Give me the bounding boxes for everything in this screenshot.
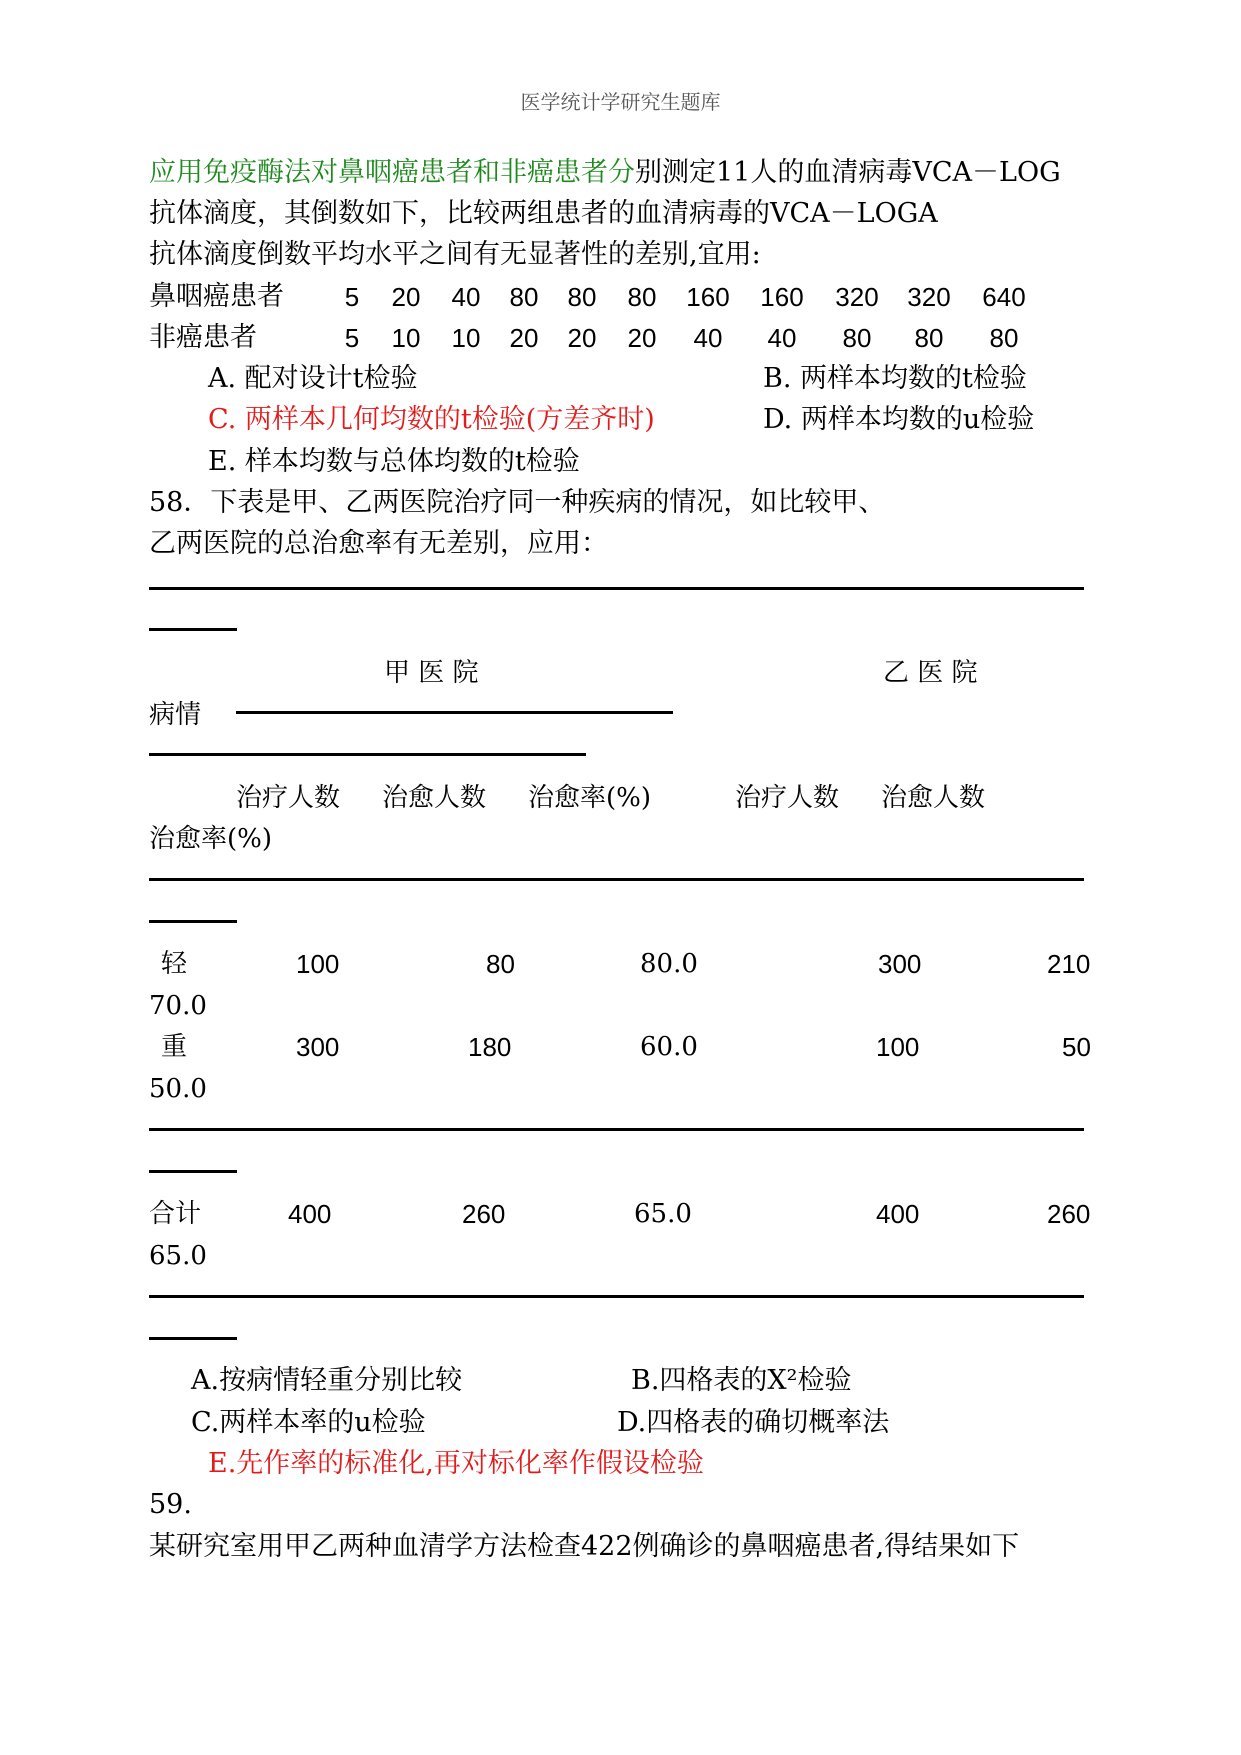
q57-option-a[interactable]: A. 配对设计t检验 bbox=[208, 363, 418, 394]
q58-option-c[interactable]: C.两样本率的u检验 bbox=[191, 1407, 426, 1438]
group-value: 80 bbox=[567, 282, 597, 312]
q58-option-b[interactable]: B.四格表的X²检验 bbox=[631, 1365, 852, 1396]
cell-b-rate: 50.0 bbox=[149, 1074, 207, 1104]
table-rule-wrap bbox=[149, 920, 237, 923]
q58-stem-line2: 乙两医院的总治愈率有无差别，应用： bbox=[149, 528, 608, 559]
cell-a-rate: 65.0 bbox=[634, 1199, 692, 1229]
hospital-b-heading: 乙 医 院 bbox=[883, 658, 978, 688]
group-value: 10 bbox=[451, 323, 481, 353]
group-value: 640 bbox=[982, 282, 1026, 312]
q58-stem-line1: 58．下表是甲、乙两医院治疗同一种疾病的情况，如比较甲、 bbox=[149, 487, 886, 518]
row-label: 轻 bbox=[161, 949, 188, 979]
cell-b-rate: 65.0 bbox=[149, 1241, 207, 1271]
q57-stem-line2: 抗体滴度，其倒数如下，比较两组患者的血清病毒的VCA－LOGA bbox=[149, 198, 938, 229]
col-header-a-cured: 治愈人数 bbox=[382, 783, 487, 813]
col-header-a-treated: 治疗人数 bbox=[236, 783, 341, 813]
cell-a-rate: 60.0 bbox=[640, 1032, 698, 1062]
table-rule bbox=[149, 878, 1084, 881]
cell-a-cured: 180 bbox=[468, 1032, 512, 1062]
group-value: 5 bbox=[344, 323, 360, 353]
group-value: 80 bbox=[989, 323, 1019, 353]
group-value: 10 bbox=[391, 323, 421, 353]
cell-b-cured: 260 bbox=[1047, 1199, 1091, 1229]
hospital-a-rule bbox=[236, 711, 673, 714]
q57-option-e[interactable]: E. 样本均数与总体均数的t检验 bbox=[208, 446, 580, 477]
group-value: 80 bbox=[842, 323, 872, 353]
cell-a-cured: 80 bbox=[486, 949, 515, 979]
cell-a-rate: 80.0 bbox=[640, 949, 698, 979]
table-rule bbox=[149, 1295, 1084, 1298]
disease-label: 病情 bbox=[149, 700, 202, 730]
q59-number: 59. bbox=[149, 1489, 192, 1520]
col-header-b-rate: 治愈率(%) bbox=[149, 824, 272, 854]
group-value: 20 bbox=[509, 323, 539, 353]
group-value: 160 bbox=[686, 282, 730, 312]
row-label: 重 bbox=[161, 1032, 188, 1062]
q57-group2-label: 非癌患者 bbox=[149, 322, 257, 353]
hospital-a-rule-wrap bbox=[149, 753, 586, 756]
table-rule bbox=[149, 587, 1084, 590]
cell-b-treated: 400 bbox=[876, 1199, 920, 1229]
page-header: 医学统计学研究生题库 bbox=[520, 90, 721, 114]
group-value: 80 bbox=[627, 282, 657, 312]
group-value: 40 bbox=[451, 282, 481, 312]
cell-b-cured: 50 bbox=[1062, 1032, 1091, 1062]
group-value: 20 bbox=[567, 323, 597, 353]
table-rule-wrap bbox=[149, 1337, 237, 1340]
group-value: 80 bbox=[509, 282, 539, 312]
q58-option-d[interactable]: D.四格表的确切概率法 bbox=[617, 1407, 890, 1438]
q57-option-b[interactable]: B. 两样本均数的t检验 bbox=[763, 363, 1027, 394]
table-rule bbox=[149, 1128, 1084, 1131]
group-value: 320 bbox=[835, 282, 879, 312]
cell-b-treated: 300 bbox=[878, 949, 922, 979]
col-header-b-treated: 治疗人数 bbox=[735, 783, 840, 813]
table-rule-wrap bbox=[149, 1170, 237, 1173]
q57-stem-rest: 别测定11人的血清病毒VCA－LOG bbox=[635, 157, 1061, 188]
q58-option-e[interactable]: E.先作率的标准化,再对标化率作假设检验 bbox=[208, 1448, 704, 1479]
q57-option-c[interactable]: C. 两样本几何均数的t检验(方差齐时) bbox=[208, 404, 655, 435]
q57-stem-line1 bbox=[149, 155, 1061, 191]
col-header-a-rate: 治愈率(%) bbox=[528, 783, 651, 813]
cell-b-cured: 210 bbox=[1047, 949, 1091, 979]
group-value: 80 bbox=[914, 323, 944, 353]
row-label: 合计 bbox=[149, 1199, 202, 1229]
q57-stem-green: 应用免疫酶法对鼻咽癌患者和非癌患者分 bbox=[149, 157, 635, 188]
q57-option-d[interactable]: D. 两样本均数的u检验 bbox=[763, 404, 1035, 435]
cell-a-cured: 260 bbox=[462, 1199, 506, 1229]
group-value: 5 bbox=[344, 282, 360, 312]
hospital-a-heading: 甲 医 院 bbox=[384, 658, 479, 688]
q57-group1-label: 鼻咽癌患者 bbox=[149, 281, 284, 312]
group-value: 20 bbox=[627, 323, 657, 353]
group-value: 160 bbox=[760, 282, 804, 312]
table-rule-wrap bbox=[149, 628, 237, 631]
q57-stem-line3: 抗体滴度倒数平均水平之间有无显著性的差别,宜用: bbox=[149, 239, 761, 270]
q59-stem: 某研究室用甲乙两种血清学方法检查422例确诊的鼻咽癌患者,得结果如下 bbox=[149, 1531, 1020, 1562]
cell-a-treated: 400 bbox=[288, 1199, 332, 1229]
group-value: 40 bbox=[693, 323, 723, 353]
cell-b-rate: 70.0 bbox=[149, 991, 207, 1021]
cell-a-treated: 300 bbox=[296, 1032, 340, 1062]
col-header-b-cured: 治愈人数 bbox=[881, 783, 986, 813]
q58-option-a[interactable]: A.按病情轻重分别比较 bbox=[191, 1365, 463, 1396]
cell-a-treated: 100 bbox=[296, 949, 340, 979]
group-value: 320 bbox=[907, 282, 951, 312]
cell-b-treated: 100 bbox=[876, 1032, 920, 1062]
group-value: 40 bbox=[767, 323, 797, 353]
group-value: 20 bbox=[391, 282, 421, 312]
